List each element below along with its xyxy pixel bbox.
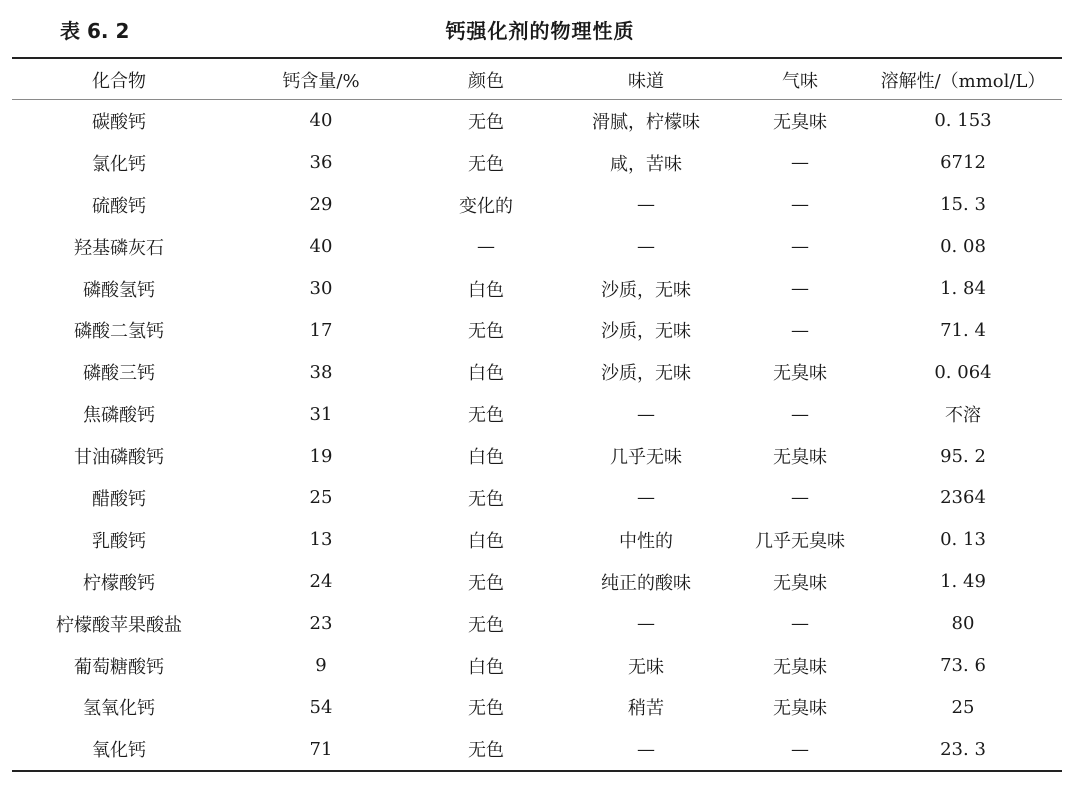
cell-calcium-content: 23 [309, 613, 333, 635]
table-row [12, 100, 1062, 142]
cell-calcium-content: 71 [309, 738, 333, 760]
cell-color: 白色 [468, 656, 504, 678]
table-row [12, 268, 1062, 310]
cell-color: 无色 [468, 153, 504, 175]
cell-calcium-content: 36 [309, 152, 333, 174]
header-row [12, 59, 1062, 100]
table-row [12, 226, 1062, 268]
bottom-rule [12, 770, 1062, 772]
cell-color: 无色 [468, 111, 504, 133]
cell-solubility: 1. 49 [940, 571, 986, 593]
cell-compound: 焦磷酸钙 [83, 405, 155, 427]
table-row [12, 184, 1062, 226]
cell-calcium-content: 54 [309, 696, 333, 718]
cell-compound: 磷酸三钙 [83, 363, 155, 385]
column-header-taste: 味道 [628, 70, 664, 92]
cell-taste: — [637, 487, 655, 509]
table-title: 钙强化剂的物理性质 [445, 19, 635, 43]
table-row [12, 477, 1062, 519]
table-row [12, 351, 1062, 393]
cell-calcium-content: 24 [309, 571, 333, 593]
cell-color: 无色 [468, 740, 504, 762]
cell-solubility: 80 [951, 613, 975, 635]
cell-compound: 磷酸氢钙 [83, 279, 155, 301]
cell-compound: 氢氧化钙 [83, 698, 155, 720]
cell-odor: 无臭味 [773, 572, 827, 594]
cell-odor: — [791, 738, 809, 760]
cell-taste: — [637, 194, 655, 216]
cell-odor: — [791, 403, 809, 425]
table-row [12, 142, 1062, 184]
cell-solubility: 0. 08 [940, 236, 986, 258]
cell-taste: 几乎无味 [610, 447, 682, 469]
cell-solubility: 73. 6 [940, 655, 986, 677]
cell-calcium-content: 29 [309, 194, 333, 216]
cell-compound: 乳酸钙 [92, 530, 146, 552]
cell-color: 白色 [468, 530, 504, 552]
table-row [12, 645, 1062, 687]
footnote-clipped [52, 780, 252, 789]
cell-odor: — [791, 487, 809, 509]
cell-compound: 甘油磷酸钙 [74, 447, 164, 469]
cell-calcium-content: 13 [309, 529, 333, 551]
cell-taste: 咸，苦味 [610, 153, 682, 175]
column-header-color: 颜色 [468, 70, 504, 92]
cell-color: 白色 [468, 363, 504, 385]
cell-compound: 柠檬酸钙 [83, 572, 155, 594]
cell-odor: — [791, 278, 809, 299]
cell-color: 无色 [468, 698, 504, 720]
cell-solubility: 15. 3 [940, 194, 986, 216]
table-row [12, 519, 1062, 561]
cell-taste: 沙质，无味 [601, 279, 691, 301]
cell-compound: 磷酸二氢钙 [74, 321, 164, 343]
column-header-compound: 化合物 [92, 70, 146, 92]
cell-taste: 无味 [628, 656, 664, 678]
cell-compound: 氧化钙 [92, 740, 146, 762]
cell-compound: 氯化钙 [92, 153, 146, 175]
column-header-odor: 气味 [782, 70, 818, 92]
cell-color: 白色 [468, 447, 504, 469]
cell-calcium-content: 31 [309, 403, 333, 425]
table-row [12, 561, 1062, 603]
cell-compound: 碳酸钙 [92, 111, 146, 133]
cell-solubility: 0. 153 [934, 110, 992, 132]
cell-taste: 沙质，无味 [601, 363, 691, 385]
cell-odor: 无臭味 [773, 656, 827, 678]
cell-odor: — [791, 194, 809, 216]
table-number: 表 6. 2 [60, 19, 130, 43]
cell-odor: 无臭味 [773, 447, 827, 469]
cell-odor: — [791, 152, 809, 174]
table-row [12, 686, 1062, 728]
table-row [12, 728, 1062, 770]
cell-odor: — [791, 236, 809, 258]
cell-odor: 无臭味 [773, 698, 827, 720]
cell-odor: — [791, 613, 809, 635]
table-row [12, 435, 1062, 477]
cell-color: 白色 [468, 279, 504, 301]
cell-taste: 纯正的酸味 [601, 572, 691, 594]
cell-odor: 几乎无臭味 [755, 530, 845, 552]
column-header-calcium-content: 钙含量/% [282, 70, 360, 92]
cell-solubility: 6712 [940, 152, 986, 174]
cell-solubility: 23. 3 [940, 738, 986, 760]
table-caption [0, 14, 1080, 48]
cell-compound: 柠檬酸苹果酸盐 [56, 614, 182, 636]
cell-odor: — [791, 319, 809, 341]
cell-taste: 沙质，无味 [601, 321, 691, 343]
cell-compound: 醋酸钙 [92, 488, 146, 510]
cell-taste: 稍苦 [628, 698, 664, 720]
cell-solubility: 0. 13 [940, 529, 986, 551]
cell-solubility: 95. 2 [940, 445, 986, 467]
cell-taste: — [637, 738, 655, 760]
cell-color: 无色 [468, 321, 504, 343]
cell-calcium-content: 40 [309, 236, 333, 258]
cell-taste: 滑腻，柠檬味 [592, 111, 700, 133]
cell-calcium-content: 38 [309, 361, 333, 383]
cell-color: 无色 [468, 614, 504, 636]
cell-solubility: 2364 [940, 487, 986, 509]
cell-solubility: 1. 84 [940, 278, 986, 299]
cell-compound: 羟基磷灰石 [74, 237, 164, 259]
cell-calcium-content: 30 [309, 278, 333, 299]
cell-color: 无色 [468, 572, 504, 594]
cell-color: — [477, 236, 495, 258]
cell-taste: — [637, 613, 655, 635]
cell-calcium-content: 25 [309, 487, 333, 509]
cell-taste: — [637, 403, 655, 425]
table-row [12, 393, 1062, 435]
cell-solubility: 不溶 [945, 405, 981, 427]
calcium-fortificant-properties-table [12, 59, 1062, 770]
cell-color: 无色 [468, 405, 504, 427]
cell-calcium-content: 19 [309, 445, 333, 467]
cell-solubility: 71. 4 [940, 319, 986, 341]
cell-compound: 硫酸钙 [92, 195, 146, 217]
cell-calcium-content: 9 [315, 655, 327, 677]
column-header-solubility: 溶解性/（mmol/L） [880, 70, 1046, 92]
cell-taste: — [637, 236, 655, 258]
cell-solubility: 25 [951, 696, 975, 718]
cell-calcium-content: 40 [309, 110, 333, 132]
cell-solubility: 0. 064 [934, 361, 992, 383]
cell-odor: 无臭味 [773, 363, 827, 385]
cell-odor: 无臭味 [773, 111, 827, 133]
cell-taste: 中性的 [619, 530, 673, 552]
cell-color: 无色 [468, 488, 504, 510]
table-row [12, 309, 1062, 351]
table-row [12, 603, 1062, 645]
cell-compound: 葡萄糖酸钙 [74, 656, 164, 678]
cell-calcium-content: 17 [309, 319, 333, 341]
cell-color: 变化的 [459, 195, 513, 217]
